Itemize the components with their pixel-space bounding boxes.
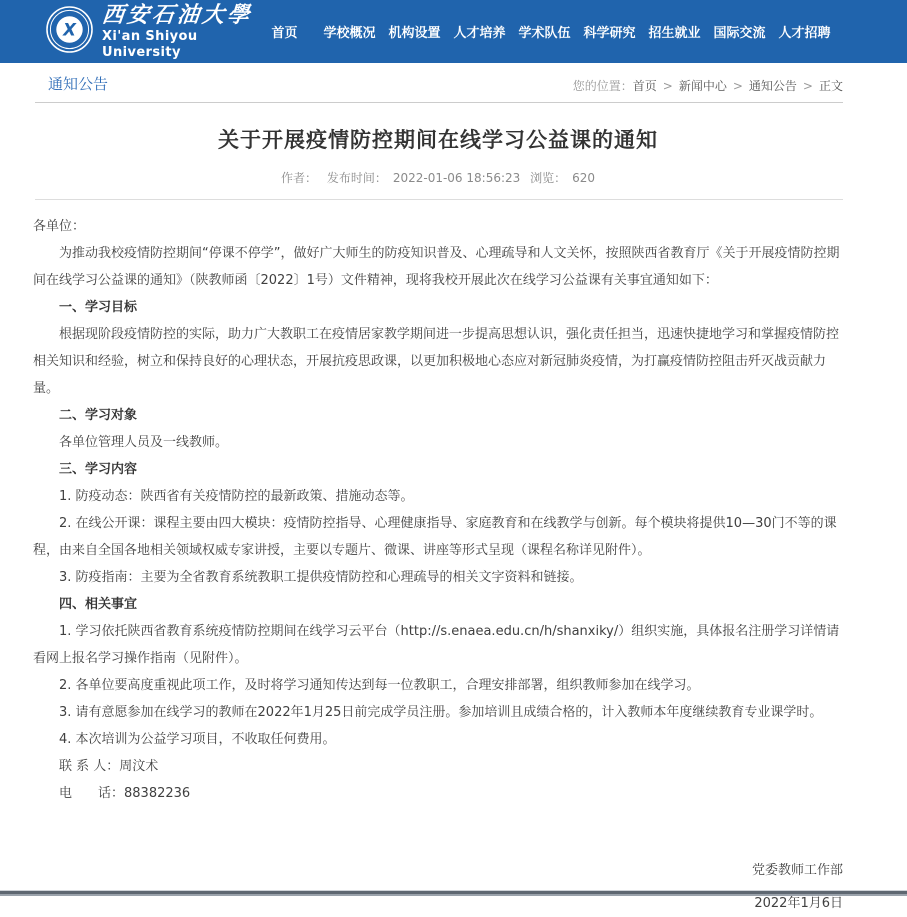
article-paragraph: 各单位管理人员及一线教师。 [59,435,229,450]
breadcrumb-separator: > [802,79,813,93]
article-paragraph: 1. 学习依托陕西省教育系统疫情防控期间在线学习云平台（http://s.enaea.edu.cn/h/shanxiky/）组织实施，具体报名注册学习详情请看网上报名学习操作指南（见附件）。 [33,624,840,666]
author-label: 作者： [280,171,317,185]
header-divider [35,102,843,103]
section-heading: 二、学习对象 [59,408,138,423]
nav-item[interactable]: 招生就业 [648,26,701,41]
article-meta [33,169,843,186]
views-label: 浏览： [530,171,567,185]
article-content [33,200,843,807]
breadcrumb-item[interactable]: 正文 [818,79,843,93]
article [0,124,907,917]
main-nav [252,22,837,41]
breadcrumb-item[interactable]: 首页 [632,79,657,93]
article-paragraph: 根据现阶段疫情防控的实际，助力广大教职工在疫情居家教学期间进一步提高思想认识，强化责任担当，迅速快捷地学习和掌握疫情防控相关知识和经验，树立和保持良好的心理状态，开展抗疫思政课，以更加积极地心态应对新冠肺炎疫情，为打赢疫情防控阻击歼灭战贡献力量。 [33,327,840,396]
article-paragraph: 各单位： [33,219,86,234]
nav-item[interactable]: 人才招聘 [778,26,831,41]
views-count: 620 [572,171,596,185]
section-title: 通知公告 [48,75,109,93]
signature-department: 党委教师工作部 [751,863,843,878]
university-logo[interactable] [46,3,252,61]
article-paragraph: 1. 防疫动态：陕西省有关疫情防控的最新政策、措施动态等。 [59,489,414,504]
nav-item[interactable]: 机构设置 [388,26,441,41]
breadcrumb-separator: > [732,79,743,93]
breadcrumb [573,77,843,94]
publish-label: 发布时间： [326,171,387,185]
breadcrumb-separator: > [662,79,673,93]
university-name-cn: 西安石油大學 [100,2,254,28]
publish-time: 2022-01-06 18:56:23 [392,171,521,185]
article-signature [33,857,843,917]
article-paragraph: 为推动我校疫情防控期间“停课不停学”，做好广大师生的防疫知识普及、心理疏导和人文关怀，按照陕西省教育厅《关于开展疫情防控期间在线学习公益课的通知》（陕教师函〔2022〕1号）文件精神，现将我校开展此次在线学习公益课有关事宜通知如下： [33,246,840,288]
breadcrumb-item[interactable]: 通知公告 [748,79,797,93]
top-navbar [0,0,907,63]
signature-date: 2022年1月6日 [754,896,843,911]
article-title: 关于开展疫情防控期间在线学习公益课的通知 [218,128,658,152]
university-emblem-icon [46,6,93,57]
breadcrumb-item[interactable]: 新闻中心 [678,79,727,93]
breadcrumb-label: 您的位置： [572,79,633,93]
section-heading: 三、学习内容 [59,462,138,477]
article-paragraph: 3. 防疫指南：主要为全省教育系统教职工提供疫情防控和心理疏导的相关文字资料和链接。 [59,570,583,585]
article-paragraph: 2. 各单位要高度重视此项工作，及时将学习通知传达到每一位教职工，合理安排部署，组织教师参加在线学习。 [59,678,700,693]
section-heading: 四、相关事宜 [59,597,138,612]
nav-item[interactable]: 科学研究 [583,26,636,41]
breadcrumb-row [0,63,907,102]
nav-item[interactable]: 人才培养 [453,26,506,41]
nav-item[interactable]: 首页 [271,26,298,41]
footer-strip [0,890,907,896]
svg-text:X: X [63,20,76,40]
nav-item[interactable]: 国际交流 [713,26,766,41]
section-heading: 一、学习目标 [59,300,138,315]
article-paragraph: 3. 请有意愿参加在线学习的教师在2022年1月25日前完成学员注册。参加培训且成绩合格的，计入教师本年度继续教育专业课学时。 [59,705,823,720]
university-name-en: Xi'an Shiyou University [102,28,198,60]
article-paragraph: 联 系 人：周汶术 [59,759,159,774]
nav-item[interactable]: 学校概况 [323,26,376,41]
nav-item[interactable]: 学术队伍 [518,26,571,41]
article-paragraph: 2. 在线公开课：课程主要由四大模块：疫情防控指导、心理健康指导、家庭教育和在线教学与创新。每个模块将提供10—30门不等的课程，由来自全国各地相关领域权威专家讲授，主要以专题片、微课、讲座等形式呈现（课程名称详见附件）。 [33,516,837,558]
article-paragraph: 4. 本次培训为公益学习项目，不收取任何费用。 [59,732,336,747]
article-paragraph: 电 话：88382236 [59,786,191,801]
